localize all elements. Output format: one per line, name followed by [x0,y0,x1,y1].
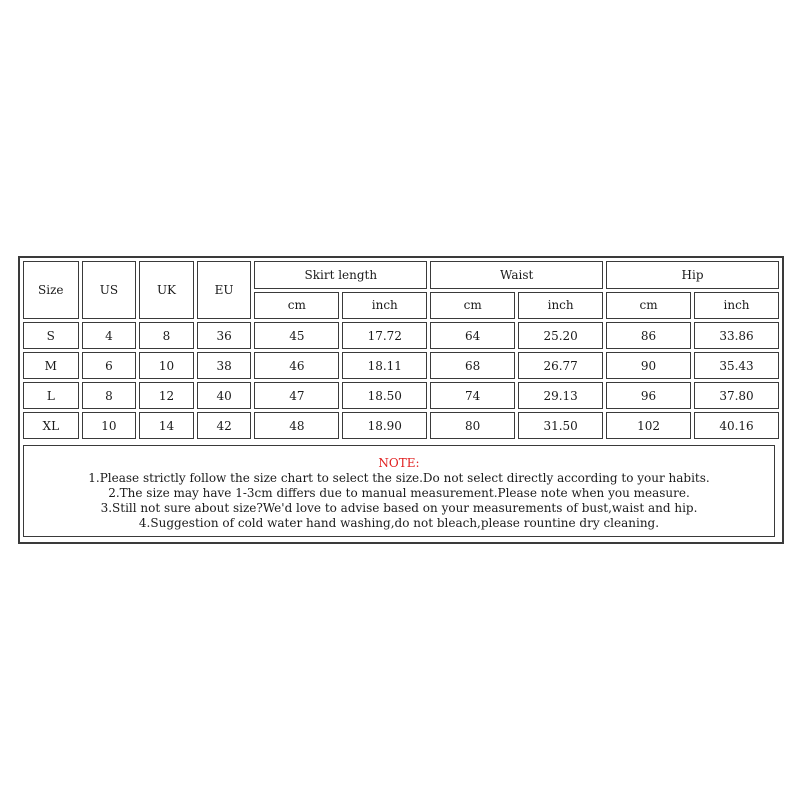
cell-skirt-cm: 47 [254,382,339,409]
cell-eu: 42 [197,412,252,439]
header-row-top [23,261,779,289]
note-line-2: 2.The size may have 1-3cm differs due to manual measurement.Please note when you measure. [108,486,690,500]
table-row [23,322,779,349]
table-row [23,352,779,379]
cell-waist-cm: 64 [430,322,515,349]
header-waist: Waist [430,261,603,289]
cell-hip-inch: 40.16 [694,412,779,439]
note-line-3: 3.Still not sure about size?We'd love to advise based on your measurements of bust,waist and hip. [100,501,698,515]
note-title: NOTE: [378,456,420,470]
header-hip: Hip [606,261,779,289]
cell-hip-cm: 102 [606,412,691,439]
cell-eu: 40 [197,382,252,409]
cell-waist-cm: 80 [430,412,515,439]
header-hip-cm: cm [606,292,691,320]
header-waist-inch: inch [518,292,603,320]
cell-waist-inch: 25.20 [518,322,603,349]
cell-waist-inch: 31.50 [518,412,603,439]
cell-hip-inch: 37.80 [694,382,779,409]
cell-uk: 14 [139,412,194,439]
cell-size: S [23,322,79,349]
header-us: US [82,261,137,319]
cell-skirt-inch: 18.90 [342,412,427,439]
header-waist-cm: cm [430,292,515,320]
cell-skirt-cm: 46 [254,352,339,379]
cell-us: 6 [82,352,137,379]
header-size: Size [23,261,79,319]
note-line-1: 1.Please strictly follow the size chart to select the size.Do not select directly according to your habits. [88,471,710,485]
cell-uk: 10 [139,352,194,379]
cell-waist-cm: 74 [430,382,515,409]
cell-eu: 36 [197,322,252,349]
cell-hip-inch: 35.43 [694,352,779,379]
cell-size: M [23,352,79,379]
note-line-4: 4.Suggestion of cold water hand washing,do not bleach,please rountine dry cleaning. [138,516,660,530]
cell-hip-cm: 86 [606,322,691,349]
cell-us: 10 [82,412,137,439]
cell-size: XL [23,412,79,439]
table-row [23,382,779,409]
cell-waist-cm: 68 [430,352,515,379]
cell-skirt-inch: 18.50 [342,382,427,409]
cell-hip-inch: 33.86 [694,322,779,349]
size-table [20,258,782,442]
cell-uk: 8 [139,322,194,349]
header-uk: UK [139,261,194,319]
cell-skirt-cm: 45 [254,322,339,349]
table-row [23,412,779,439]
cell-skirt-cm: 48 [254,412,339,439]
header-skirt-length: Skirt length [254,261,427,289]
header-hip-inch: inch [694,292,779,320]
header-skirt-cm: cm [254,292,339,320]
cell-waist-inch: 29.13 [518,382,603,409]
cell-hip-cm: 96 [606,382,691,409]
cell-hip-cm: 90 [606,352,691,379]
size-chart-frame [18,256,784,544]
notes-box [23,445,775,537]
header-eu: EU [197,261,252,319]
cell-size: L [23,382,79,409]
cell-skirt-inch: 17.72 [342,322,427,349]
cell-us: 8 [82,382,137,409]
header-row-units [23,292,779,320]
cell-us: 4 [82,322,137,349]
cell-uk: 12 [139,382,194,409]
cell-eu: 38 [197,352,252,379]
header-skirt-inch: inch [342,292,427,320]
cell-waist-inch: 26.77 [518,352,603,379]
cell-skirt-inch: 18.11 [342,352,427,379]
